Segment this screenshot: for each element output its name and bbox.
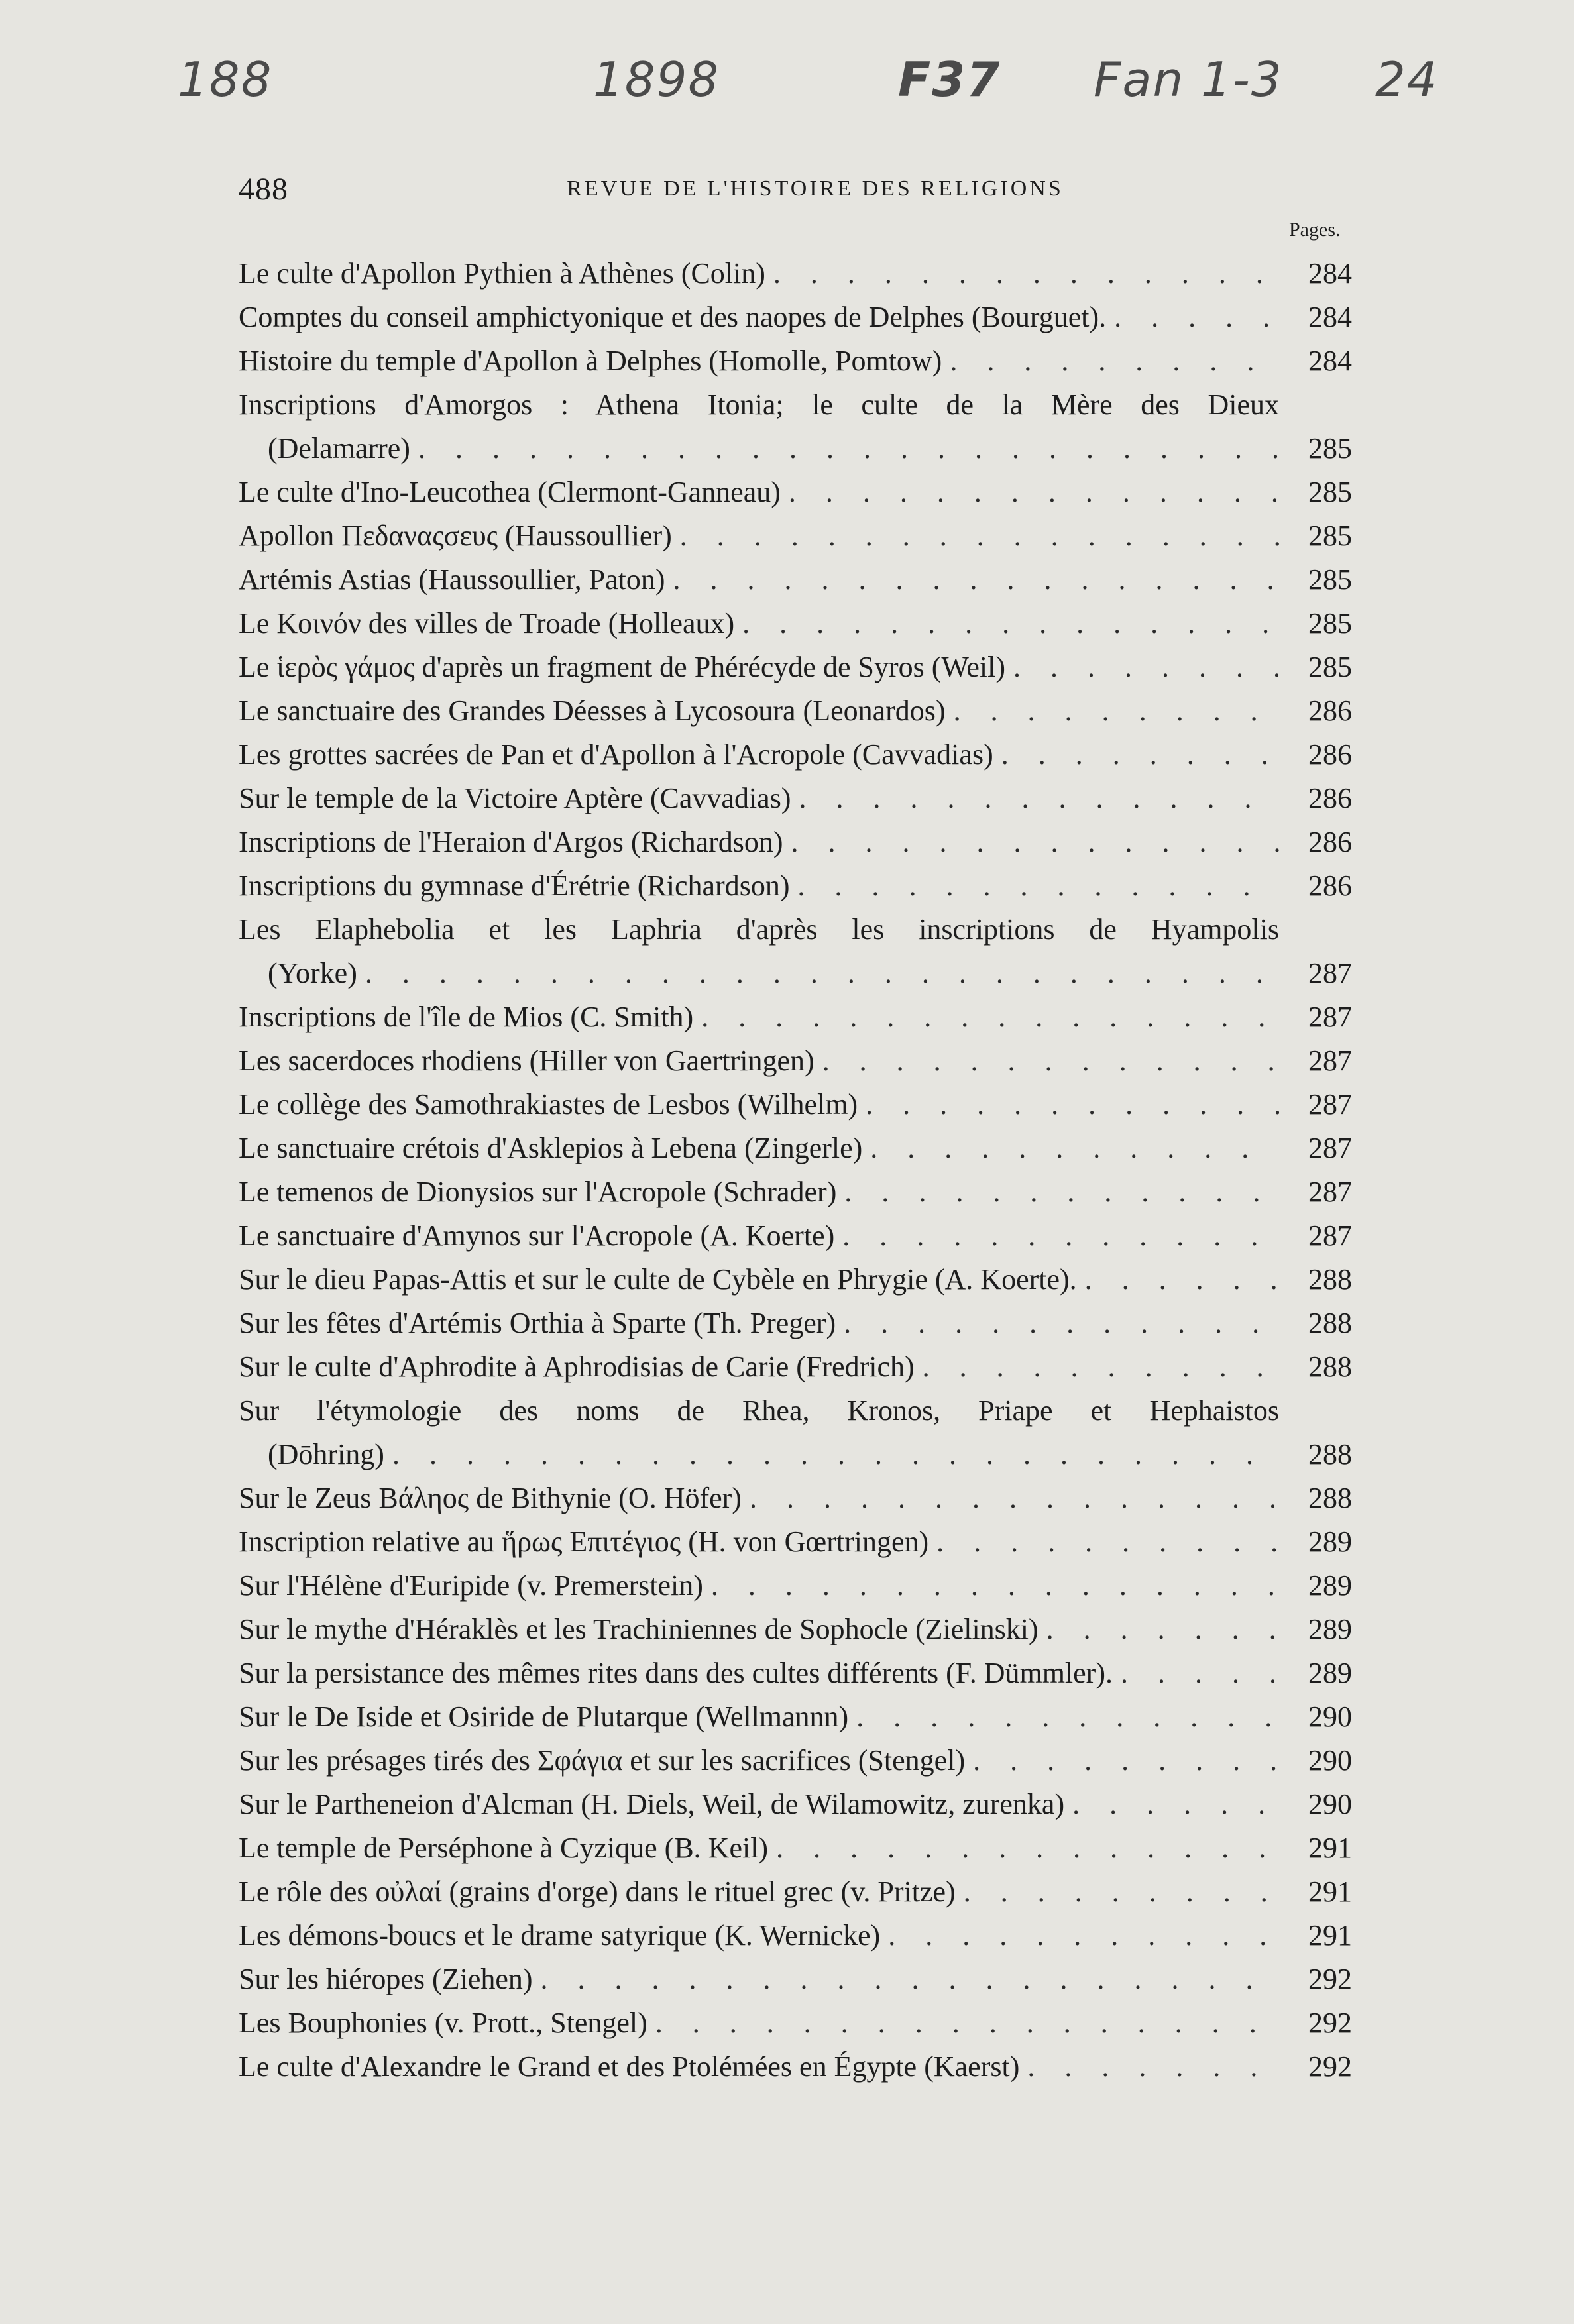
toc-entry (239, 1258, 1352, 1301)
dot-leader (672, 514, 1279, 558)
toc-entry-title: Le Κοινόν des villes de Troade (Holleaux) (239, 607, 735, 639)
toc-entry (239, 2045, 1352, 2089)
toc-entry (239, 1520, 1352, 1564)
toc-entry (239, 602, 1352, 645)
toc-entry-page: 291 (1308, 1832, 1352, 1864)
handwritten-note: F37 (898, 52, 1001, 107)
dot-leader (734, 602, 1279, 645)
toc-entry (239, 1476, 1352, 1520)
toc-entry (239, 383, 1352, 470)
dot-leader (781, 470, 1279, 514)
toc-entry-title: Inscriptions de l'Heraion d'Argos (Richardson) (239, 826, 783, 858)
toc-entry (239, 1389, 1352, 1476)
toc-entry (239, 1651, 1352, 1695)
toc-entry-title: Sur le temple de la Victoire Aptère (Cavvadias) (239, 782, 791, 814)
toc-entry-title: Sur les présages tirés des Σφάγια et sur les sacrifices (Stengel) (239, 1744, 966, 1777)
toc-entry-page: 285 (1308, 476, 1352, 508)
toc-entry (239, 689, 1352, 733)
toc-entry-page: 292 (1308, 1963, 1352, 1995)
toc-entry-page: 289 (1308, 1569, 1352, 1602)
page-number: 488 (239, 172, 288, 207)
dot-leader (1106, 296, 1279, 339)
toc-entry-page: 287 (1308, 957, 1352, 989)
toc-entry-title: Sur les hiéropes (Ziehen) (239, 1963, 533, 1995)
toc-entry-title: Le sanctuaire crétois d'Asklepios à Lebena (Zingerle) (239, 1132, 863, 1164)
toc-entry-title: Les démons-boucs et le drame satyrique (K. Wernicke) (239, 1919, 881, 1952)
toc-entry (239, 558, 1352, 602)
toc-entry (239, 1039, 1352, 1083)
dot-leader (693, 995, 1279, 1039)
dot-leader (915, 1345, 1279, 1389)
toc-entry-page: 287 (1308, 1088, 1352, 1121)
toc-entry (239, 645, 1352, 689)
dot-leader (942, 339, 1279, 383)
toc-entry-page: 288 (1308, 1263, 1352, 1296)
toc-entry-title: Les sacerdoces rhodiens (Hiller von Gaertringen) (239, 1044, 815, 1077)
dot-leader (928, 1520, 1279, 1564)
dot-leader (993, 733, 1279, 777)
dot-leader (836, 1301, 1279, 1345)
dot-leader (956, 1870, 1279, 1914)
pages-column-label: Pages. (1289, 219, 1341, 241)
toc-entry-title: Sur le Partheneion d'Alcman (H. Diels, Weil, de Wilamowitz, zurenka) (239, 1788, 1065, 1820)
handwritten-note: 24 (1375, 52, 1439, 107)
toc-entry (239, 339, 1352, 383)
dot-leader (815, 1039, 1279, 1083)
toc-entry-title: Sur le mythe d'Héraklès et les Trachiniennes de Sophocle (Zielinski) (239, 1613, 1039, 1645)
toc-entry-title: Le ἱερὸς γάμος d'après un fragment de Phérécyde de Syros (Weil) (239, 651, 1006, 683)
toc-entry-title: Sur le culte d'Aphrodite à Aphrodisias de Carie (Fredrich) (239, 1351, 915, 1383)
dot-leader (1077, 1258, 1279, 1301)
toc-entry-title: Histoire du temple d'Apollon à Delphes (Homolle, Pomtow) (239, 345, 942, 377)
toc-entry-title: Le sanctuaire d'Amynos sur l'Acropole (A. Koerte) (239, 1219, 835, 1252)
toc-entry-title: Sur la persistance des mêmes rites dans des cultes différents (F. Dümmler). (239, 1657, 1113, 1689)
dot-leader (1005, 645, 1279, 689)
toc-entry-page: 291 (1308, 1875, 1352, 1908)
toc-entry-title: Apollon Πεδαναςσευς (Haussoullier) (239, 520, 672, 552)
dot-leader (742, 1476, 1279, 1520)
dot-leader (410, 427, 1279, 470)
toc-entry-page: 290 (1308, 1744, 1352, 1777)
running-head: REVUE DE L'HISTOIRE DES RELIGIONS (567, 176, 1064, 201)
toc-entry-page: 290 (1308, 1788, 1352, 1820)
toc-entry (239, 1170, 1352, 1214)
toc-entry-title: Le collège des Samothrakiastes de Lesbos (Wilhelm) (239, 1088, 858, 1121)
toc-entry (239, 1345, 1352, 1389)
toc-entry-page: 285 (1308, 563, 1352, 596)
toc-entry-page: 285 (1308, 607, 1352, 639)
toc-entry-page: 288 (1308, 1438, 1352, 1470)
toc-entry-title: Le temenos de Dionysios sur l'Acropole (Schrader) (239, 1176, 837, 1208)
toc-entry-title: Sur le De Iside et Osiride de Plutarque (Wellmannn) (239, 1700, 849, 1733)
toc-entry (239, 864, 1352, 908)
toc-entry-title: Sur les fêtes d'Artémis Orthia à Sparte (Th. Preger) (239, 1307, 836, 1339)
dot-leader (790, 864, 1280, 908)
toc-entry-page: 286 (1308, 869, 1352, 902)
toc-entry-title: Comptes du conseil amphictyonique et des naopes de Delphes (Bourguet). (239, 301, 1107, 333)
toc-entry-title: Artémis Astias (Haussoullier, Paton) (239, 563, 665, 596)
toc-entry-title: Les grottes sacrées de Pan et d'Apollon à l'Acropole (Cavvadias) (239, 738, 993, 771)
toc-entry-title: Les Bouphonies (v. Prott., Stengel) (239, 2007, 647, 2039)
toc-entry-title: Inscriptions d'Amorgos : Athena Itonia; le culte de la Mère des Dieux (239, 388, 1279, 421)
toc-entry-page: 286 (1308, 738, 1352, 771)
dot-leader (791, 777, 1280, 820)
toc-entry (239, 1214, 1352, 1258)
toc-entry (239, 252, 1352, 296)
toc-entry-page: 284 (1308, 257, 1352, 290)
handwritten-note: 1898 (593, 52, 720, 107)
toc-entry (239, 995, 1352, 1039)
dot-leader (848, 1695, 1279, 1739)
toc-entry-title: Sur le Zeus Βάληος de Bithynie (O. Höfer) (239, 1482, 742, 1514)
dot-leader (783, 820, 1279, 864)
toc-entry (239, 908, 1352, 995)
toc-entry-title: Le rôle des οὐλαί (grains d'orge) dans le rituel grec (v. Pritze) (239, 1875, 956, 1908)
toc-entry-page: 286 (1308, 826, 1352, 858)
toc-entry (239, 733, 1352, 777)
toc-entry (239, 1083, 1352, 1127)
toc-entry (239, 514, 1352, 558)
toc-entry-page: 288 (1308, 1482, 1352, 1514)
dot-leader (862, 1127, 1279, 1170)
toc-entry-page: 285 (1308, 432, 1352, 465)
toc-entry-page: 285 (1308, 520, 1352, 552)
table-of-contents (239, 252, 1352, 2089)
toc-entry-page: 292 (1308, 2050, 1352, 2083)
toc-entry (239, 1783, 1352, 1826)
toc-entry-page: 289 (1308, 1525, 1352, 1558)
toc-entry (239, 1870, 1352, 1914)
dot-leader (834, 1214, 1279, 1258)
toc-entry (239, 777, 1352, 820)
toc-entry-page: 288 (1308, 1307, 1352, 1339)
dot-leader (1039, 1608, 1279, 1651)
toc-entry (239, 1826, 1352, 1870)
toc-entry (239, 1301, 1352, 1345)
toc-entry-title: Les Elaphebolia et les Laphria d'après les inscriptions de Hyampolis (239, 913, 1279, 946)
dot-leader (647, 2001, 1279, 2045)
toc-entry (239, 820, 1352, 864)
toc-entry-page: 287 (1308, 1132, 1352, 1164)
toc-entry-page: 289 (1308, 1657, 1352, 1689)
handwritten-note: Fan 1-3 (1094, 52, 1283, 107)
toc-entry-title: Le culte d'Alexandre le Grand et des Ptolémées en Égypte (Kaerst) (239, 2050, 1020, 2083)
toc-entry (239, 1958, 1352, 2001)
dot-leader (880, 1914, 1279, 1958)
toc-entry-title: Sur l'Hélène d'Euripide (v. Premerstein) (239, 1569, 703, 1602)
dot-leader (384, 1433, 1279, 1476)
toc-entry-title: Le temple de Perséphone à Cyzique (B. Keil) (239, 1832, 769, 1864)
dot-leader (768, 1826, 1279, 1870)
toc-entry (239, 2001, 1352, 2045)
dot-leader (703, 1564, 1279, 1608)
toc-entry-title-continued: (Dōhring) (268, 1438, 384, 1470)
toc-entry-page: 291 (1308, 1919, 1352, 1952)
toc-entry-title: Le sanctuaire des Grandes Déesses à Lycosoura (Leonardos) (239, 694, 946, 727)
toc-entry (239, 1608, 1352, 1651)
toc-entry (239, 1914, 1352, 1958)
toc-entry-page: 290 (1308, 1700, 1352, 1733)
toc-entry (239, 1127, 1352, 1170)
toc-entry-page: 287 (1308, 1219, 1352, 1252)
toc-entry (239, 1739, 1352, 1783)
toc-entry-page: 292 (1308, 2007, 1352, 2039)
handwritten-note: 188 (178, 52, 273, 107)
toc-entry-page: 287 (1308, 1001, 1352, 1033)
dot-leader (1019, 2045, 1279, 2089)
toc-entry-page: 287 (1308, 1044, 1352, 1077)
toc-entry (239, 1564, 1352, 1608)
toc-entry-page: 284 (1308, 345, 1352, 377)
toc-entry-title-continued: (Delamarre) (268, 432, 410, 465)
toc-entry-title-continued: (Yorke) (268, 957, 357, 989)
dot-leader (965, 1739, 1279, 1783)
dot-leader (858, 1083, 1279, 1127)
toc-entry (239, 1695, 1352, 1739)
dot-leader (836, 1170, 1279, 1214)
toc-entry-title: Sur le dieu Papas-Attis et sur le culte de Cybèle en Phrygie (A. Koerte). (239, 1263, 1077, 1296)
toc-entry-page: 285 (1308, 651, 1352, 683)
toc-entry-page: 286 (1308, 694, 1352, 727)
toc-entry-page: 287 (1308, 1176, 1352, 1208)
dot-leader (946, 689, 1279, 733)
toc-entry-title: Sur l'étymologie des noms de Rhea, Kronos, Priape et Hephaistos (239, 1394, 1279, 1427)
toc-entry (239, 470, 1352, 514)
dot-leader (1113, 1651, 1279, 1695)
toc-entry-title: Le culte d'Apollon Pythien à Athènes (Colin) (239, 257, 765, 290)
toc-entry-title: Inscriptions du gymnase d'Érétrie (Richardson) (239, 869, 790, 902)
toc-entry-title: Inscription relative au ἥρως Επιτέγιος (H. von Gœrtringen) (239, 1525, 929, 1558)
toc-entry (239, 296, 1352, 339)
toc-entry-page: 288 (1308, 1351, 1352, 1383)
toc-entry-page: 284 (1308, 301, 1352, 333)
dot-leader (765, 252, 1279, 296)
toc-entry-page: 289 (1308, 1613, 1352, 1645)
dot-leader (665, 558, 1280, 602)
dot-leader (1064, 1783, 1279, 1826)
dot-leader (357, 952, 1279, 995)
toc-entry-title: Le culte d'Ino-Leucothea (Clermont-Ganneau) (239, 476, 781, 508)
dot-leader (533, 1958, 1279, 2001)
toc-entry-title: Inscriptions de l'île de Mios (C. Smith) (239, 1001, 694, 1033)
toc-entry-page: 286 (1308, 782, 1352, 814)
